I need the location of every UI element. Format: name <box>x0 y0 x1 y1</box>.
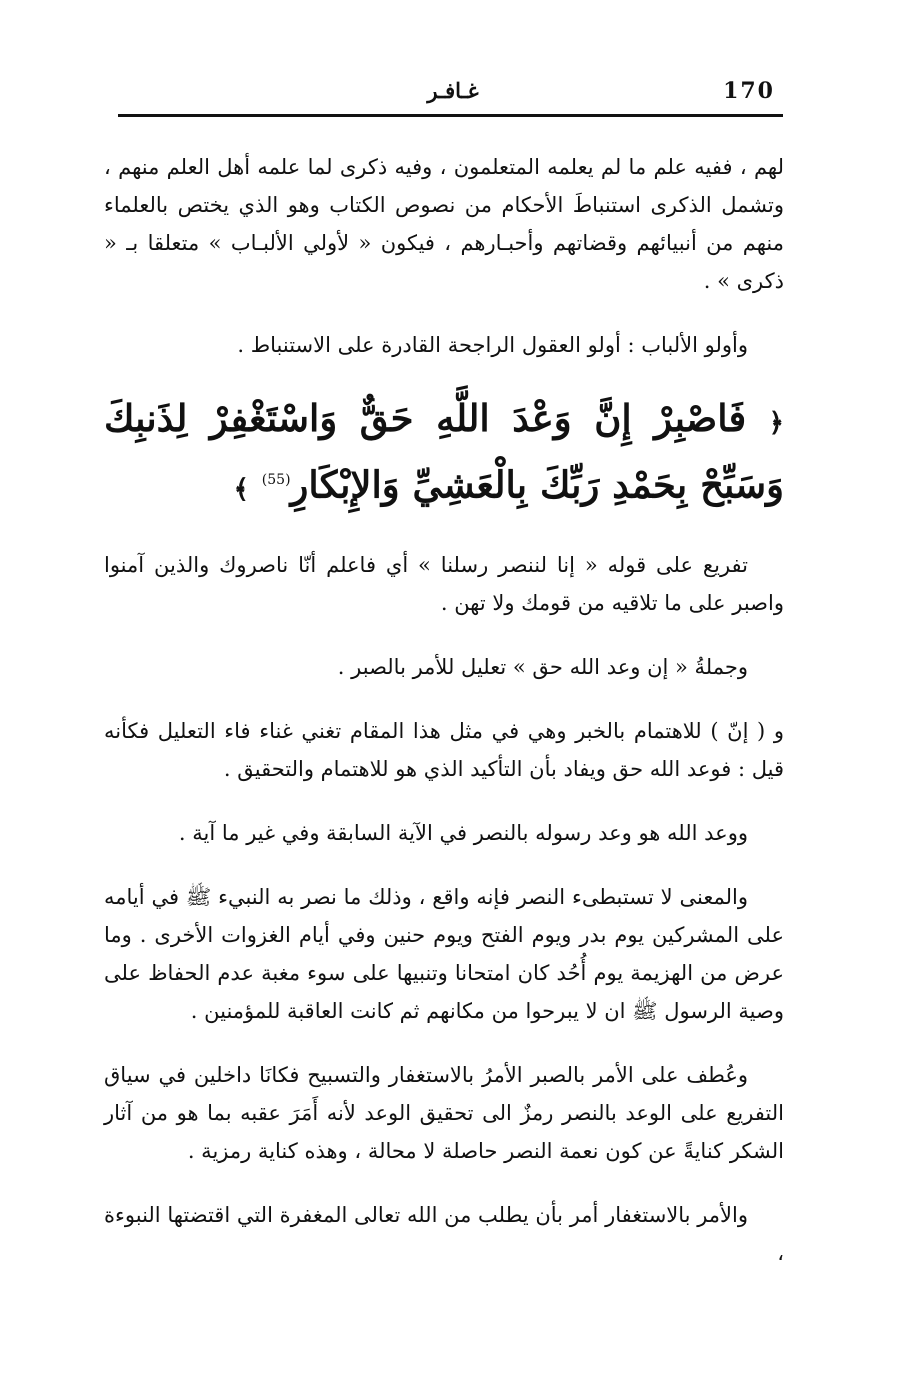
verse-text: فَاصْبِرْ إِنَّ وَعْدَ اللَّهِ حَقٌّ وَاسْتَغْفِرْ لِذَنبِكَ وَسَبِّحْ بِحَمْدِ رَبِّكَ بِالْعَشِيِّ وَالإِبْكَارِ <box>104 396 784 507</box>
paragraph-3: تفريع على قوله « إنا لننصر رسلنا » أي فاعلم أنّا ناصروك والذين آمنوا واصبر على ما تلاقيه من قومك ولا تهن . <box>104 553 784 616</box>
verse-open-bracket: ﴿ <box>768 408 784 438</box>
verse-number: (55) <box>261 472 291 488</box>
verse-close-bracket: ﴾ <box>233 474 249 505</box>
paragraph-7: والمعنى لا تستبطىء النصر فإنه واقع ، وذلك ما نصر به النبيء ﷺ في أيامه على المشركين يوم بدر ويوم الفتح ويوم حنين وفي أيام الغزوات الأخرى . وما عرض من الهزيمة يوم أُحُد كان امتحانا وتنبيها على سوء مغبة عدم الحفاظ على وصية الرسول ﷺ ان لا يبرحوا من مكانهم ثم كانت العاقبة للمؤمنين . <box>104 885 784 1024</box>
surah-title: غـافـر <box>427 78 479 103</box>
paragraph-1: لهم ، ففيه علم ما لم يعلمه المتعلمون ، وفيه ذكرى لما علمه أهل العلم منهم ، وتشمل الذكرى استنباطَ الأحكام من نصوص الكتاب وهو الذي يختص بالعلماء منهم من أنبيائهم وقضاتهم وأحبـارهم ، فيكون « لأولي الألبـاب » متعلقا بـ « ذكرى » . <box>104 155 784 293</box>
paragraph-5: و ( إنّ ) للاهتمام بالخبر وهي في مثل هذا المقام تغني غناء فاء التعليل فكأنه قيل : فوعد الله حق ويفاد بأن التأكيد الذي هو للاهتمام والتحقيق . <box>104 719 784 782</box>
paragraph-6: ووعد الله هو وعد رسوله بالنصر في الآية السابقة وفي غير ما آية . <box>178 821 748 846</box>
page-number: 170 <box>723 78 775 104</box>
paragraph-2: وأولو الألباب : أولو العقول الراجحة القادرة على الاستنباط . <box>237 333 748 357</box>
header-rule <box>118 114 783 117</box>
page-header <box>118 78 783 108</box>
paragraph-8: وعُطف على الأمر بالصبر الأمرُ بالاستغفار والتسبيح فكانَا داخلين في سياق التفريع على الوعد بالنصر رمزٌ الى تحقيق الوعد لأنه أَمَرَ عقبه بما هو من آثار الشكر كنايةً عن كون نعمة النصر حاصلة لا محالة ، وهذه كناية رمزية . <box>104 1063 784 1164</box>
paragraph-4: وجملةُ « إن وعد الله حق » تعليل للأمر بالصبر . <box>337 655 748 680</box>
quran-verse <box>104 390 784 518</box>
page-body <box>104 148 784 1272</box>
paragraph-9: والأمر بالاستغفار أمر بأن يطلب من الله تعالى المغفرة التي اقتضتها النبوءة ، <box>104 1203 784 1266</box>
